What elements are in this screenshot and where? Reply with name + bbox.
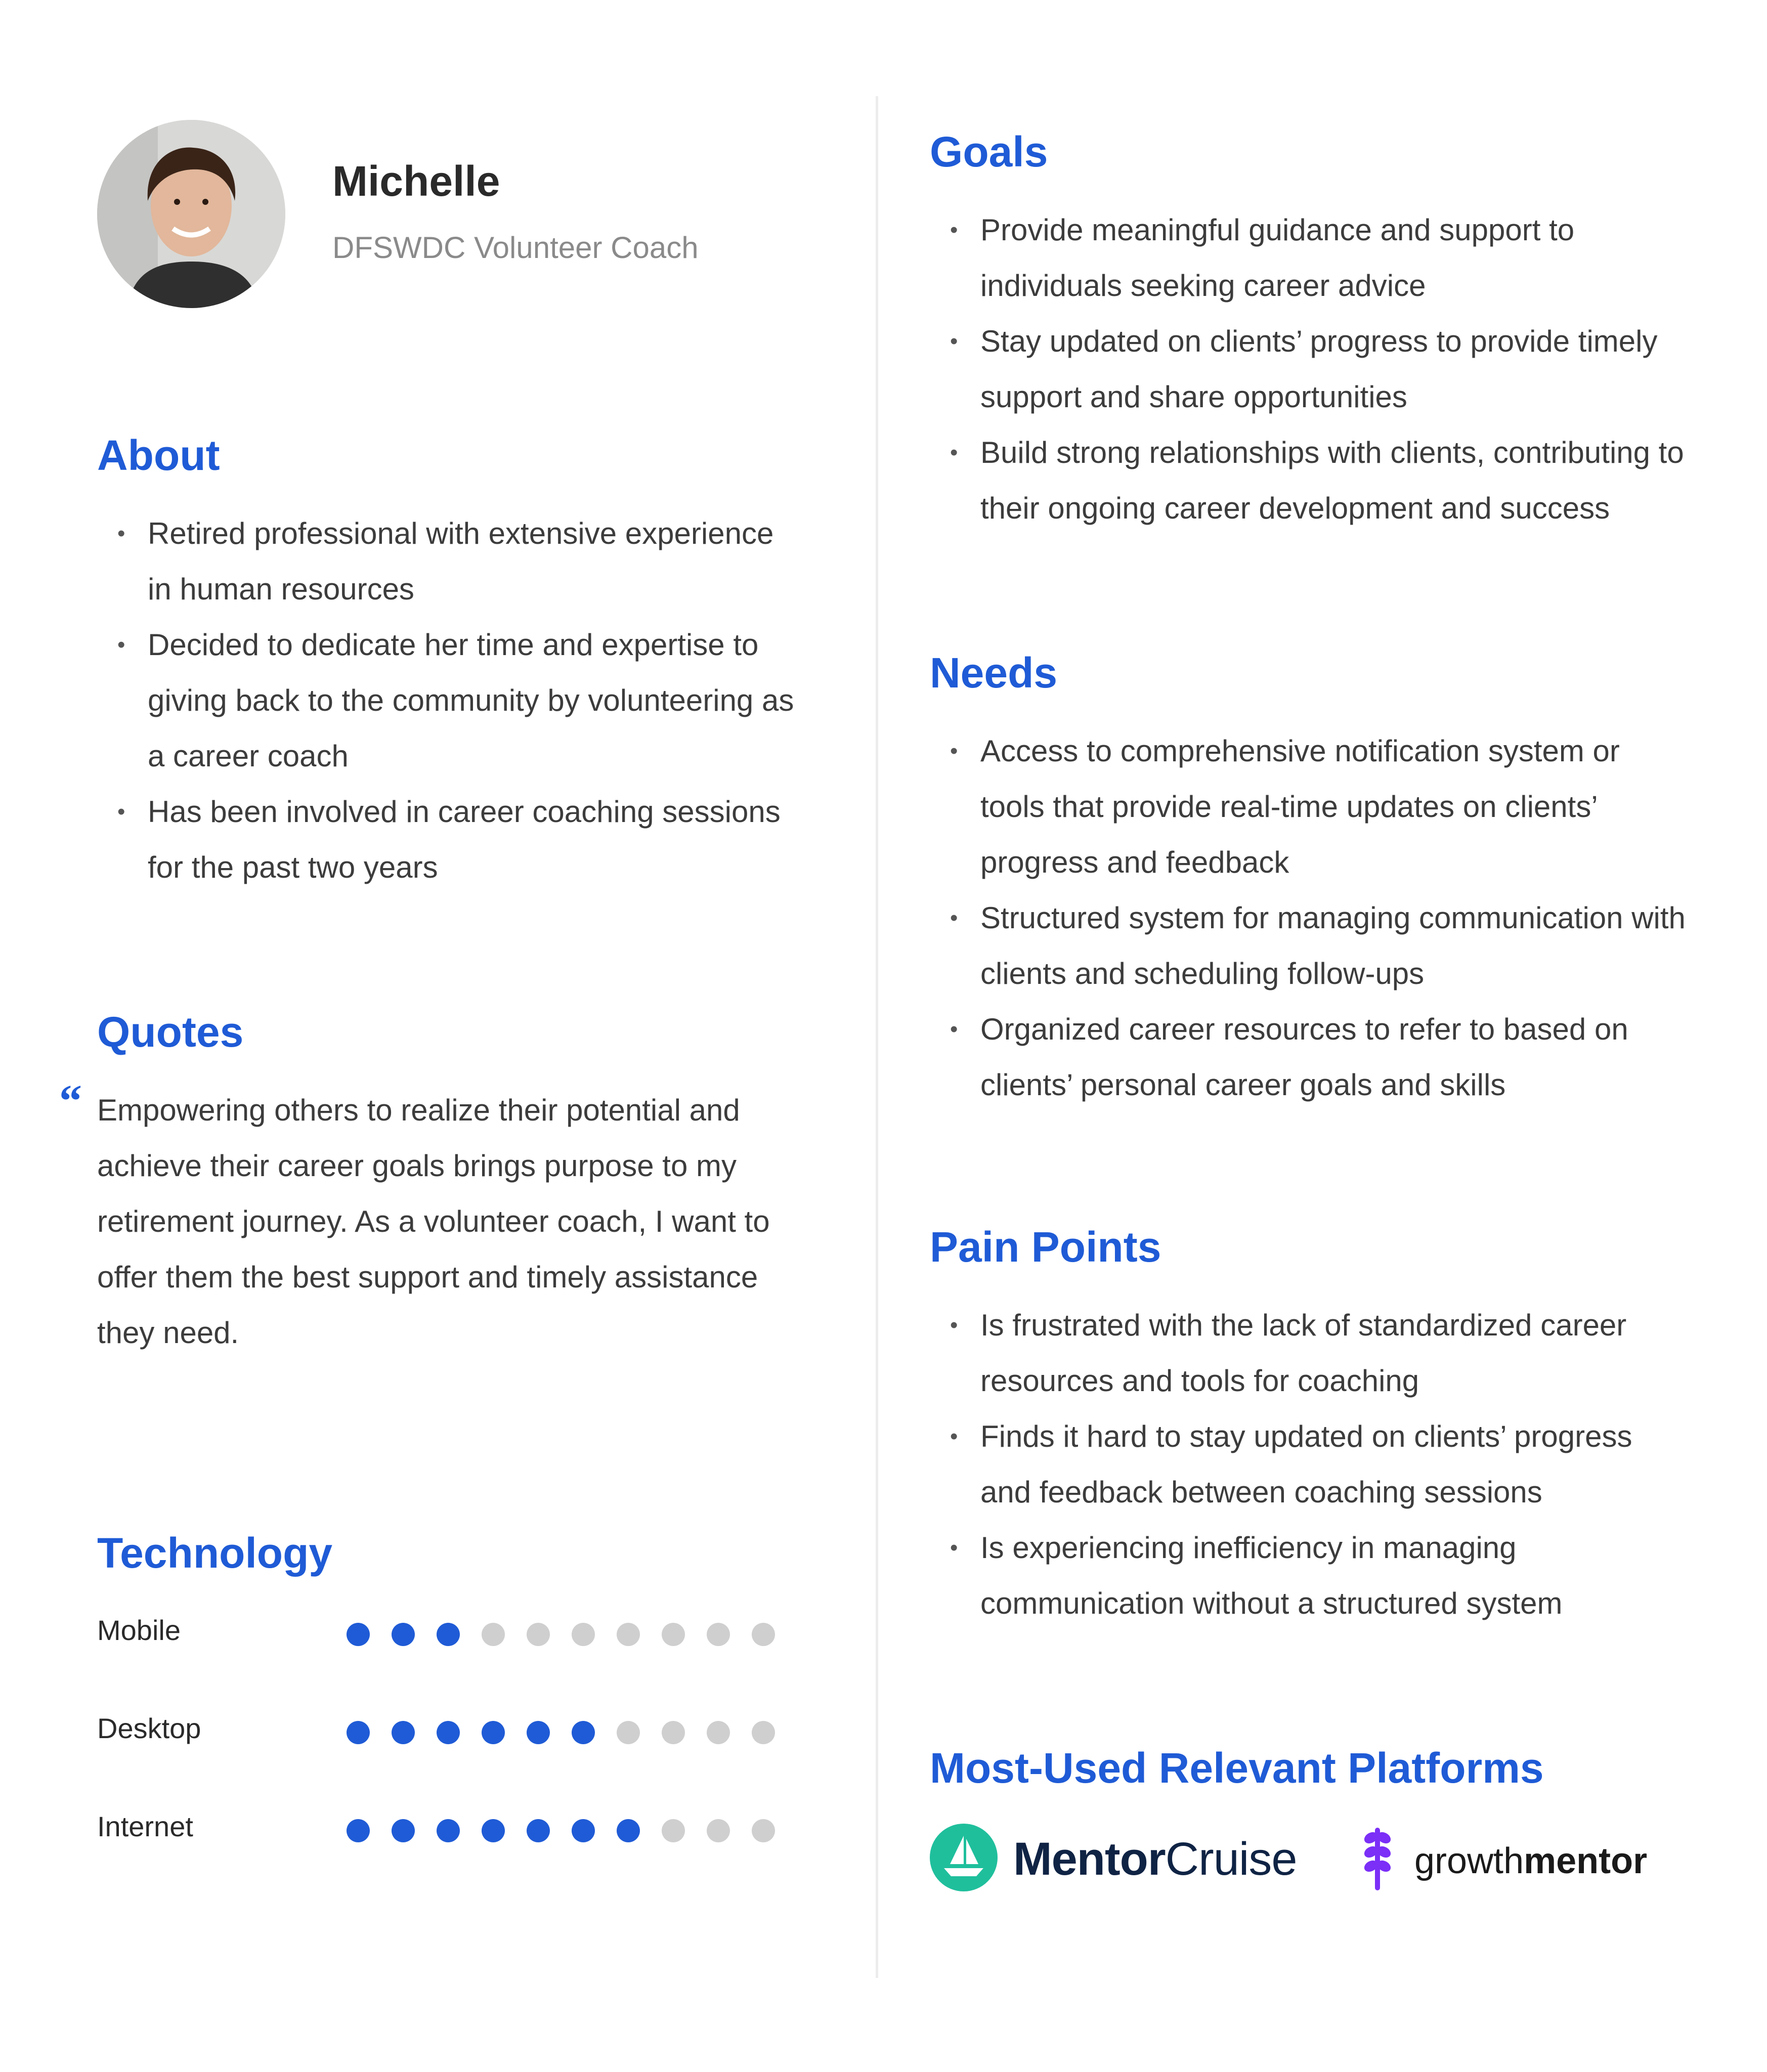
rating-dot-empty — [662, 1819, 685, 1842]
persona-name: Michelle — [332, 157, 500, 205]
platforms-section — [930, 1743, 1689, 1905]
tech-label: Mobile — [97, 1614, 181, 1646]
rating-dot-empty — [752, 1819, 775, 1842]
rating-dot-empty — [662, 1721, 685, 1744]
avatar — [97, 120, 285, 308]
rating-dot-empty — [707, 1623, 730, 1646]
list-item: • Is experiencing inefficiency in managing communication without a structured system — [930, 1520, 1689, 1631]
technology-section — [97, 1528, 805, 1903]
rating-dot-filled — [572, 1819, 595, 1842]
rating-dot-filled — [392, 1623, 415, 1646]
rating-dot-empty — [707, 1721, 730, 1744]
technology-title: Technology — [97, 1529, 333, 1577]
rating-dot-empty — [617, 1623, 640, 1646]
rating-dot-filled — [347, 1721, 370, 1744]
list-item: • Finds it hard to stay updated on clients’ progress and feedback between coaching sessions — [930, 1409, 1689, 1520]
technology-rows — [97, 1609, 805, 1903]
list-item: • Decided to dedicate her time and expertise to giving back to the community by volunteering as a career coach — [97, 617, 805, 784]
needs-section — [930, 648, 1689, 1113]
rating-dot-filled — [527, 1819, 550, 1842]
tech-row-desktop — [97, 1707, 805, 1805]
rating-dot-filled — [617, 1819, 640, 1842]
list-item: • Structured system for managing communication with clients and scheduling follow-ups — [930, 890, 1689, 1002]
rating-dot-filled — [392, 1721, 415, 1744]
tech-row-mobile — [97, 1609, 805, 1707]
growthmentor-wordmark: growthmentor — [1414, 1841, 1648, 1881]
persona-role: DFSWDC Volunteer Coach — [332, 231, 699, 265]
about-section — [97, 430, 805, 895]
list-item: • Stay updated on clients’ progress to provide timely support and share opportunities — [930, 314, 1689, 425]
quote-block — [59, 1076, 805, 1361]
about-list — [97, 506, 805, 895]
needs-title: Needs — [930, 649, 1058, 697]
platforms-title: Most-Used Relevant Platforms — [930, 1744, 1544, 1792]
list-item: • Retired professional with extensive experience in human resources — [97, 506, 805, 617]
growthmentor-wheat-icon — [1360, 1823, 1395, 1890]
quote-mark-icon: “ — [59, 1076, 82, 1126]
rating-dot-filled — [347, 1623, 370, 1646]
rating-dot-filled — [437, 1819, 460, 1842]
pain-points-list — [930, 1298, 1689, 1631]
profile-header — [97, 116, 805, 319]
list-item: • Build strong relationships with clients, contributing to their ongoing career development and success — [930, 425, 1689, 536]
rating-dot-empty — [572, 1623, 595, 1646]
list-item: • Organized career resources to refer to based on clients’ personal career goals and skills — [930, 1002, 1689, 1113]
goals-list — [930, 202, 1689, 536]
rating-dot-filled — [572, 1721, 595, 1744]
tech-label: Internet — [97, 1810, 193, 1842]
pain-points-section — [930, 1222, 1689, 1631]
list-item: • Access to comprehensive notification system or tools that provide real-time updates on clients’ progress and feedback — [930, 723, 1689, 890]
rating-dot-filled — [482, 1721, 505, 1744]
goals-title: Goals — [930, 128, 1048, 176]
rating-dot-empty — [662, 1623, 685, 1646]
tech-row-internet — [97, 1805, 805, 1903]
rating-dot-filled — [527, 1721, 550, 1744]
rating-dot-filled — [347, 1819, 370, 1842]
rating-dot-filled — [482, 1819, 505, 1842]
about-title: About — [97, 431, 220, 479]
rating-dot-filled — [437, 1623, 460, 1646]
pain-points-title: Pain Points — [930, 1223, 1161, 1271]
column-divider — [876, 96, 878, 1978]
rating-dot-filled — [437, 1721, 460, 1744]
left-column — [59, 116, 805, 1842]
quotes-section — [59, 1007, 805, 1361]
mentorcruise-wordmark: MentorCruise — [1013, 1833, 1297, 1885]
rating-dot-empty — [752, 1623, 775, 1646]
rating-dot-empty — [707, 1819, 730, 1842]
rating-dot-empty — [617, 1721, 640, 1744]
list-item: • Provide meaningful guidance and support to individuals seeking career advice — [930, 202, 1689, 314]
rating-dot-empty — [482, 1623, 505, 1646]
quote-text: Empowering others to realize their potential and achieve their career goals brings purpose to my retirement journey. As a volunteer coach, I want to offer them the best support and timely assistance they need. — [97, 1093, 770, 1350]
rating-dot-empty — [752, 1721, 775, 1744]
list-item: • Is frustrated with the lack of standardized career resources and tools for coaching — [930, 1298, 1689, 1409]
rating-dot-filled — [392, 1819, 415, 1842]
goals-section — [930, 126, 1689, 536]
platform-logos — [930, 1814, 1689, 1905]
quotes-title: Quotes — [97, 1008, 244, 1056]
needs-list — [930, 723, 1689, 1113]
mentorcruise-boat-icon — [930, 1824, 998, 1891]
tech-label: Desktop — [97, 1712, 201, 1744]
list-item: • Has been involved in career coaching sessions for the past two years — [97, 784, 805, 895]
rating-dot-empty — [527, 1623, 550, 1646]
avatar-photo-icon — [97, 120, 285, 308]
